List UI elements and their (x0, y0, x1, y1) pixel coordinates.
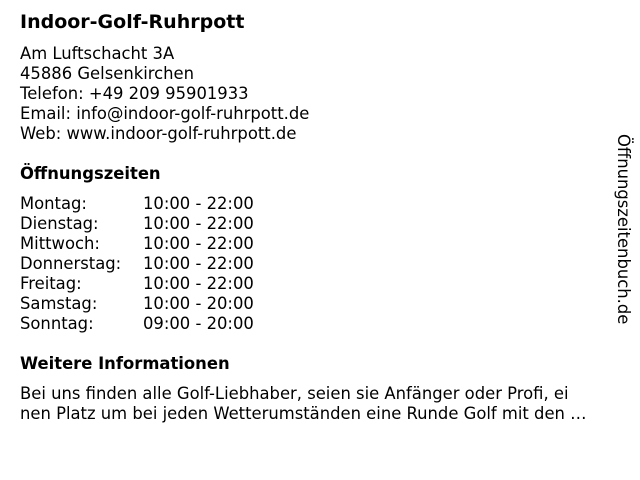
city-address: 45886 Gelsenkirchen (20, 64, 194, 83)
day-label: Sonntag: (20, 314, 94, 333)
time-range: 10:00 - 22:00 (143, 214, 254, 233)
more-info-line: Bei uns finden alle Golf-Liebhaber, seien sie Anfänger oder Profi, ei (20, 384, 569, 403)
more-info-text (20, 384, 620, 424)
day-label: Mittwoch: (20, 234, 100, 253)
hours-row-monday (20, 194, 320, 214)
hours-row-sunday (20, 314, 320, 334)
hours-row-saturday (20, 294, 320, 314)
time-range: 09:00 - 20:00 (143, 314, 254, 333)
more-info-heading: Weitere Informationen (20, 354, 230, 373)
day-label: Montag: (20, 194, 87, 213)
time-range: 10:00 - 22:00 (143, 194, 254, 213)
email-address: Email: info@indoor-golf-ruhrpott.de (20, 104, 310, 123)
hours-row-thursday (20, 254, 320, 274)
opening-hours-table (20, 194, 320, 334)
hours-row-tuesday (20, 214, 320, 234)
hours-row-wednesday (20, 234, 320, 254)
day-label: Donnerstag: (20, 254, 122, 273)
address-block (20, 44, 309, 144)
brand-watermark: Öffnungszeitenbuch.de (614, 134, 633, 325)
time-range: 10:00 - 22:00 (143, 254, 254, 273)
phone-number: Telefon: +49 209 95901933 (20, 84, 249, 103)
day-label: Samstag: (20, 294, 98, 313)
website: Web: www.indoor-golf-ruhrpott.de (20, 124, 297, 143)
business-name: Indoor-Golf-Ruhrpott (20, 11, 245, 33)
opening-hours-heading: Öffnungszeiten (20, 164, 161, 183)
day-label: Dienstag: (20, 214, 99, 233)
time-range: 10:00 - 22:00 (143, 274, 254, 293)
street-address: Am Luftschacht 3A (20, 44, 175, 63)
day-label: Freitag: (20, 274, 82, 293)
time-range: 10:00 - 22:00 (143, 234, 254, 253)
hours-row-friday (20, 274, 320, 294)
time-range: 10:00 - 20:00 (143, 294, 254, 313)
more-info-line: nen Platz um bei jeden Wetterumständen eine Runde Golf mit den … (20, 404, 587, 423)
